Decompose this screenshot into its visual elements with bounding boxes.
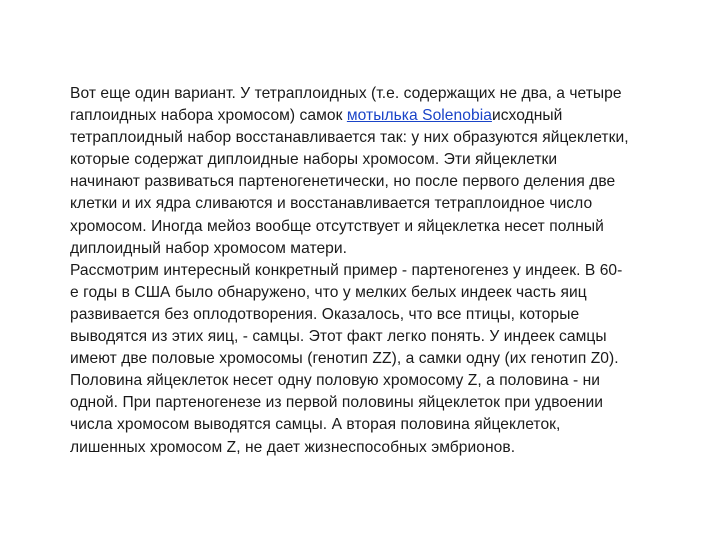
body-text <box>70 83 670 459</box>
solenobia-link[interactable]: мотылька Solenobia <box>346 107 492 125</box>
text-line: числа хромосом выводятся самцы. А вторая половина яйцеклеток, <box>70 416 561 434</box>
text-line: е годы в США было обнаружено, что у мелких белых индеек часть яиц <box>70 283 587 301</box>
text-line: выводятся из этих яиц, - самцы. Этот факт легко понять. У индеек самцы <box>70 328 607 346</box>
text-line: одной. При партеногенезе из первой половины яйцеклеток при удвоении <box>70 394 603 412</box>
text-line: Рассмотрим интересный конкретный пример - партеногенез у индеек. В 60- <box>70 261 623 279</box>
text-line: Половина яйцеклеток несет одну половую хромосому Z, а половина - ни <box>70 372 601 390</box>
text-line: которые содержат диплоидные наборы хромосом. Эти яйцеклетки <box>70 151 558 169</box>
text-line: Вот еще один вариант. У тетраплоидных (т.е. содержащих не два, а четыре <box>70 85 622 102</box>
text-line: имеют две половые хромосомы (генотип ZZ), а самки одну (их генотип Z0). <box>70 350 619 368</box>
text-line: начинают развиваться партеногенетически, но после первого деления две <box>70 173 616 191</box>
text-line: диплоидный набор хромосом матери. <box>70 239 348 257</box>
text-line: развивается без оплодотворения. Оказалось, что все птицы, которые <box>70 305 580 323</box>
text-line: лишенных хромосом Z, не дает жизнеспособных эмбрионов. <box>70 438 516 456</box>
text-line: клетки и их ядра сливаются и восстанавливается тетраплоидное число <box>70 195 593 213</box>
text-line: гаплоидных набора хромосом) самок мотылька Solenobiaисходный <box>70 107 563 125</box>
text-line: тетраплоидный набор восстанавливается так: у них образуются яйцеклетки, <box>70 129 629 147</box>
text-line: хромосом. Иногда мейоз вообще отсутствует и яйцеклетка несет полный <box>70 217 604 235</box>
